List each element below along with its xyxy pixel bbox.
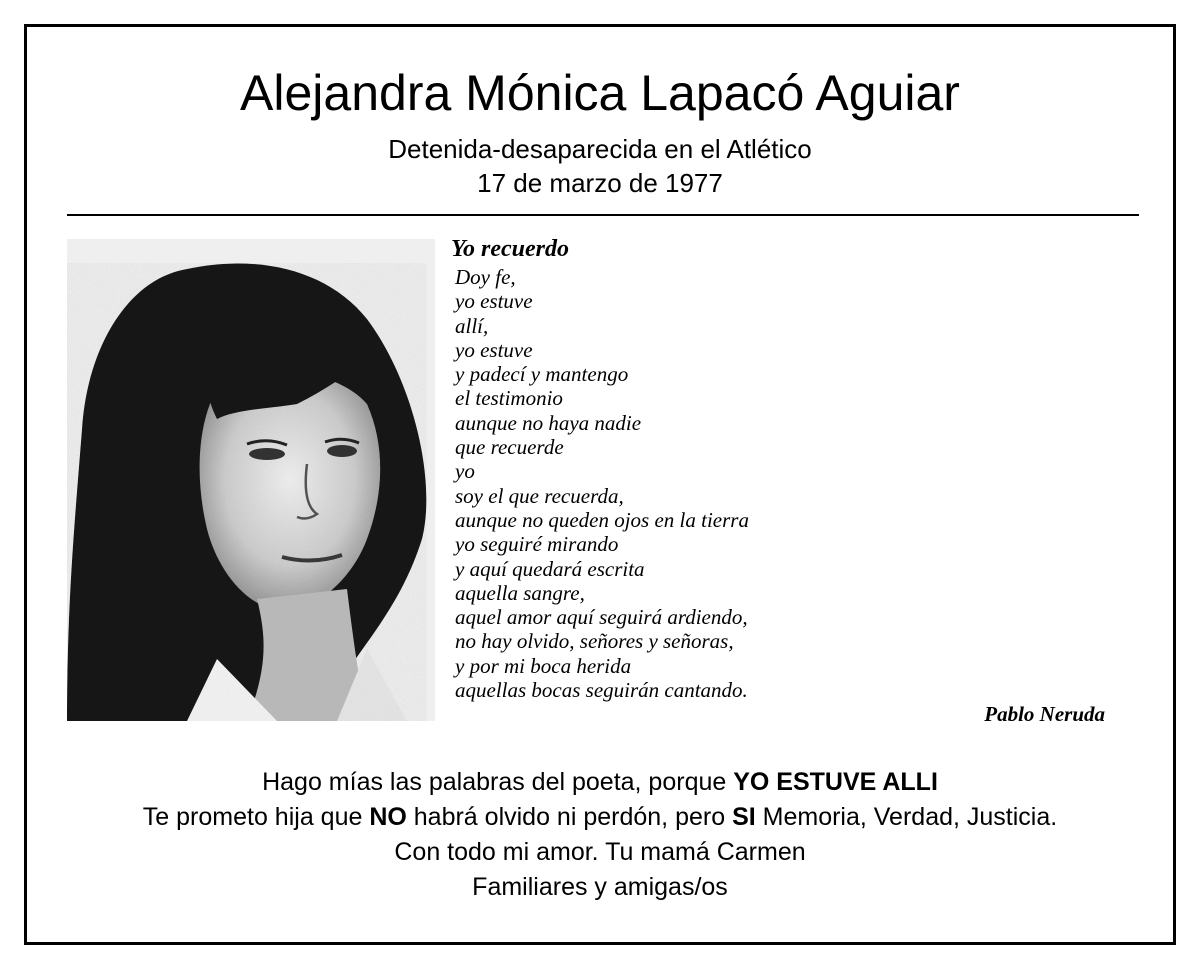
poem-line: aquel amor aquí seguirá ardiendo, <box>455 605 748 630</box>
poem-line: yo estuve <box>455 337 533 362</box>
page-title: Alejandra Mónica Lapacó Aguiar <box>240 65 960 121</box>
poem-line: que recuerde <box>455 435 564 460</box>
poem-line: allí, <box>455 313 489 338</box>
poem-line: soy el que recuerda, <box>455 483 624 508</box>
closing-line-3: Con todo mi amor. Tu mamá Carmen <box>394 838 806 866</box>
closing-line-1 <box>27 765 1173 800</box>
date: 17 de marzo de 1977 <box>477 168 723 198</box>
closing-text: Memoria, Verdad, Justicia. <box>755 803 1058 831</box>
poem-line: el testimonio <box>455 386 563 411</box>
closing-text: habrá olvido ni perdón, pero <box>406 803 733 831</box>
poem-line: Doy fe, <box>455 265 516 289</box>
poem-line: aunque no haya nadie <box>455 410 642 435</box>
poem-title: Yo recuerdo <box>451 236 569 262</box>
poem-line: aquellas bocas seguirán cantando. <box>455 678 748 703</box>
poem-line: no hay olvido, señores y señoras, <box>455 629 734 654</box>
portrait-photo-icon <box>67 239 435 721</box>
portrait-photo <box>67 239 435 721</box>
poem-line: yo seguiré mirando <box>455 532 619 557</box>
poem-author: Pablo Neruda <box>984 702 1105 726</box>
closing-message <box>27 765 1173 905</box>
closing-text: Te prometo hija que <box>142 803 370 831</box>
poem-line: y padecí y mantengo <box>455 362 629 387</box>
closing-text: Hago mías las palabras del poeta, porque <box>262 768 734 796</box>
closing-emphasis: SI <box>732 803 756 831</box>
poem-lines <box>455 265 749 702</box>
divider <box>67 214 1139 216</box>
closing-line-4: Familiares y amigas/os <box>472 873 728 901</box>
closing-line-2 <box>27 800 1173 835</box>
notice-frame <box>24 24 1176 945</box>
poem-line: y aquí quedará escrita <box>455 556 645 581</box>
poem <box>451 233 749 702</box>
closing-emphasis: YO ESTUVE ALLI <box>733 768 938 796</box>
poem-line: y por mi boca herida <box>455 653 632 678</box>
poem-line: aunque no queden ojos en la tierra <box>455 507 749 532</box>
poem-line: aquella sangre, <box>455 580 585 605</box>
poem-line: yo estuve <box>455 289 533 314</box>
closing-emphasis: NO <box>369 803 407 831</box>
subtitle: Detenida-desaparecida en el Atlético <box>388 134 812 164</box>
poem-line: yo <box>455 459 475 484</box>
